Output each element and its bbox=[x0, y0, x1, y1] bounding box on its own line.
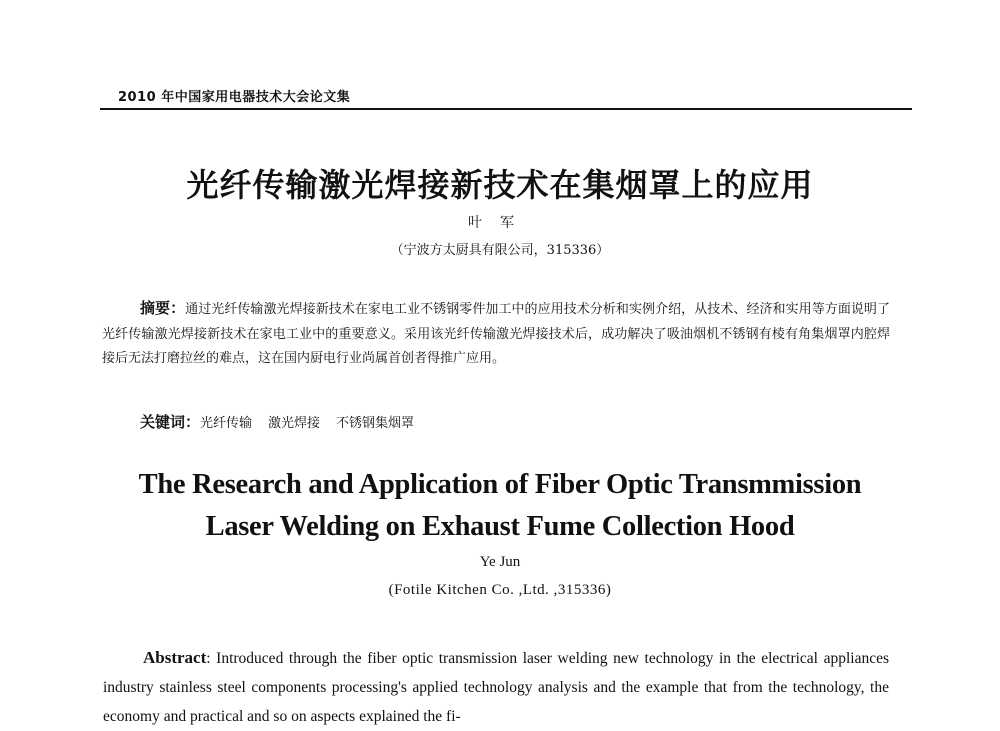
english-abstract-text: : Introduced through the fiber optic transmission laser welding new technology in the electrical appliances industry stainless steel components processing's applied technology analysis and the example that from the technology, the economy and practical and so on aspects explained the fi- bbox=[103, 650, 889, 725]
chinese-author: 叶军 bbox=[468, 215, 532, 231]
running-head: 2010 年中国家用电器技术大会论文集 bbox=[118, 90, 351, 105]
chinese-affiliation: （宁波方太厨具有限公司，315336） bbox=[390, 243, 610, 258]
keyword: 光纤传输 bbox=[200, 416, 253, 431]
chinese-abstract-label: 摘要： bbox=[140, 299, 186, 317]
chinese-keywords-label: 关键词： bbox=[140, 413, 201, 431]
english-abstract-label: Abstract bbox=[143, 648, 207, 667]
english-abstract bbox=[103, 643, 889, 731]
english-title bbox=[0, 464, 1000, 548]
english-author: Ye Jun bbox=[479, 554, 521, 570]
english-affiliation: (Fotile Kitchen Co. ,Ltd. ,315336) bbox=[388, 582, 612, 598]
chinese-abstract bbox=[102, 296, 890, 372]
header-rule bbox=[100, 108, 912, 110]
chinese-keywords bbox=[140, 411, 430, 432]
chinese-title: 光纤传输激光焊接新技术在集烟罩上的应用 bbox=[186, 166, 814, 204]
english-title-line: The Research and Application of Fiber Optic Transmmission bbox=[138, 469, 862, 500]
keyword: 激光焊接 bbox=[268, 416, 321, 431]
english-title-line: Laser Welding on Exhaust Fume Collection Hood bbox=[205, 511, 795, 542]
keyword: 不锈钢集烟罩 bbox=[336, 416, 415, 431]
chinese-abstract-text: 通过光纤传输激光焊接新技术在家电工业不锈钢零件加工中的应用技术分析和实例介绍，从技术、经济和实用等方面说明了光纤传输激光焊接新技术在家电工业中的重要意义。采用该光纤传输激光焊接技术后，成功解决了吸油烟机不锈钢有棱有角集烟罩内腔焊接后无法打磨拉丝的难点，这在国内厨电行业尚属首创者得推广应用。 bbox=[102, 302, 890, 366]
